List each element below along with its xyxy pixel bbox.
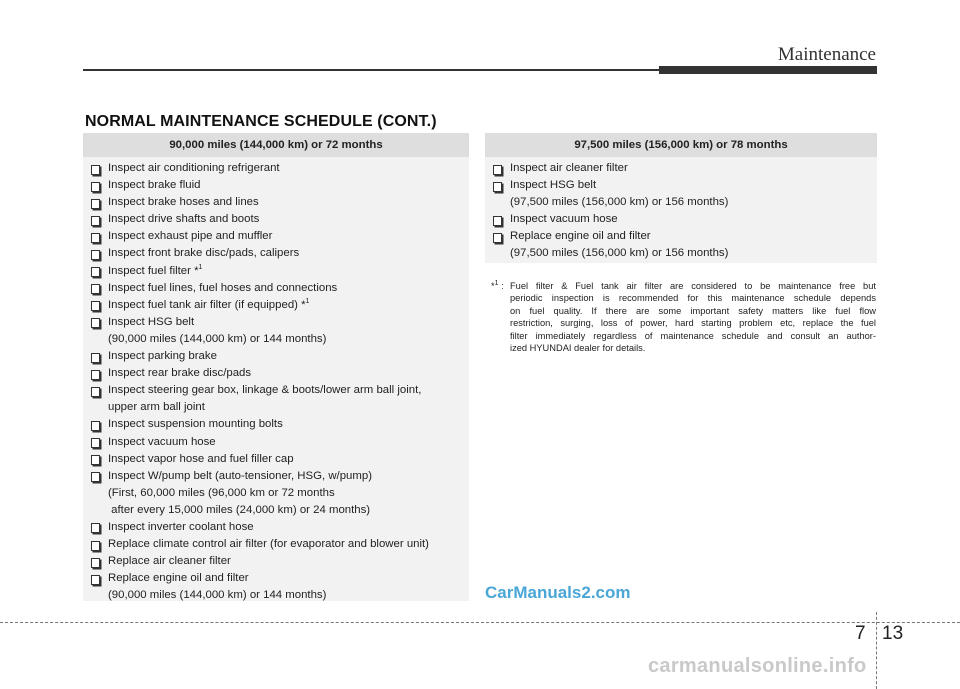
checklist-item — [83, 451, 469, 468]
checklist-item-detail: (90,000 miles (144,000 km) or 144 months) — [108, 589, 327, 602]
checklist — [485, 157, 877, 263]
checklist-item — [485, 228, 877, 245]
footnote-text — [491, 280, 876, 354]
checklist-item-detail: (97,500 miles (156,000 km) or 156 months) — [510, 196, 729, 209]
checklist-item — [83, 160, 469, 177]
checklist-item-text: Inspect vapor hose and fuel filler cap — [108, 452, 294, 465]
checklist-item-text: Replace air cleaner filter — [108, 555, 231, 568]
checklist-item-detail: (First, 60,000 miles (96,000 km or 72 months — [108, 486, 335, 499]
watermark-logo: CarManuals2.com — [485, 583, 631, 602]
checklist-item — [83, 245, 469, 262]
checklist-item-text: Replace engine oil and filter — [510, 230, 651, 243]
footnote-ref: 1 — [198, 263, 203, 271]
checklist-item — [83, 177, 469, 194]
footnote-line: filter immediately regardless of maintenance schedule and consult an author- — [510, 330, 876, 341]
checklist-item-detail: (97,500 miles (156,000 km) or 156 months) — [510, 247, 729, 260]
checklist-item — [83, 211, 469, 228]
checklist-item — [83, 519, 469, 536]
checklist-item — [83, 570, 469, 587]
schedule-panel-90000 — [83, 133, 469, 601]
checklist-item-text: Inspect air cleaner filter — [510, 162, 628, 174]
checklist-item — [485, 211, 877, 228]
footnote-line: on fuel quality. If there are some important safety matters like fuel flow — [510, 305, 876, 316]
checklist-item — [83, 553, 469, 570]
checklist-item-text: Inspect fuel filter * — [108, 264, 199, 277]
checklist-item-text: Inspect HSG belt — [510, 179, 597, 192]
header-rule — [83, 69, 659, 71]
checklist-item-text: Inspect suspension mounting bolts — [108, 418, 283, 431]
checklist-item — [83, 382, 469, 399]
checklist-item — [83, 263, 469, 280]
panel-heading: 90,000 miles (144,000 km) or 72 months — [83, 133, 469, 157]
footnote-ref: 1 — [305, 297, 310, 305]
footnote-line: restriction, surging, loss of power, hard starting problem etc, replace the fuel — [510, 318, 876, 329]
checklist-item-detail: upper arm ball joint — [108, 401, 205, 414]
footer-rule — [0, 622, 960, 623]
checklist-item — [83, 365, 469, 382]
checklist-item — [83, 314, 469, 331]
page-title: NORMAL MAINTENANCE SCHEDULE (CONT.) — [85, 113, 437, 130]
checklist-item-text: Inspect brake fluid — [108, 179, 201, 192]
footnote — [491, 280, 876, 354]
checklist-item-text: Inspect drive shafts and boots — [108, 213, 260, 226]
schedule-panel-97500 — [485, 133, 877, 263]
checklist-item-text: Inspect vacuum hose — [510, 213, 618, 226]
checklist-item-text: Replace engine oil and filter — [108, 572, 249, 585]
checklist-item — [485, 160, 877, 177]
checklist-item-text: Inspect air conditioning refrigerant — [108, 162, 280, 174]
page-number: 13 — [882, 623, 904, 644]
checklist-item-text: Inspect front brake disc/pads, calipers — [108, 247, 300, 260]
footnote-line: ized HYUNDAI dealer for details. — [510, 343, 646, 354]
section-name: Maintenance — [777, 44, 876, 65]
checklist-item — [83, 468, 469, 485]
checklist-item — [83, 297, 469, 314]
checklist-item-text: Inspect W/pump belt (auto-tensioner, HSG, w/pump) — [108, 469, 372, 482]
checklist-item-text: Replace climate control air filter (for evaporator and blower unit) — [108, 538, 429, 551]
checklist-item — [83, 194, 469, 211]
site-watermark: carmanualsonline.info — [648, 655, 867, 677]
checklist-item-text: Inspect rear brake disc/pads — [108, 367, 252, 380]
checklist-item — [83, 348, 469, 365]
checklist-item-text: Inspect parking brake — [108, 350, 217, 363]
checklist-item — [83, 280, 469, 297]
footnote-line: Fuel filter & Fuel tank air filter are considered to be maintenance free but — [510, 281, 876, 291]
checklist — [83, 157, 469, 604]
footer-divider — [876, 612, 877, 689]
checklist-item-text: Inspect vacuum hose — [108, 435, 216, 448]
checklist-item-text: Inspect inverter coolant hose — [108, 520, 254, 533]
checklist-item-text: Inspect brake hoses and lines — [108, 196, 259, 209]
checklist-item-text: Inspect fuel lines, fuel hoses and connections — [108, 281, 338, 294]
checklist-item — [83, 434, 469, 451]
checklist-item — [83, 536, 469, 553]
checklist-item — [83, 228, 469, 245]
page-chapter: 7 — [855, 623, 866, 644]
checklist-item-detail: after every 15,000 miles (24,000 km) or 24 months) — [108, 503, 371, 516]
checklist-item-text: Inspect fuel tank air filter (if equipped) * — [108, 298, 306, 311]
header-bar — [659, 66, 877, 74]
checklist-item-text: Inspect HSG belt — [108, 315, 195, 328]
checklist-item-text: Inspect steering gear box, linkage & boots/lower arm ball joint, — [108, 384, 422, 397]
checklist-item-detail: (90,000 miles (144,000 km) or 144 months) — [108, 332, 327, 345]
footnote-line: periodic inspection is recommended for this maintenance schedule depends — [510, 293, 876, 304]
footnote-marker: *$^1$ : — [491, 279, 504, 291]
checklist-item — [83, 416, 469, 433]
checklist-item-text: Inspect exhaust pipe and muffler — [108, 230, 273, 243]
panel-heading: 97,500 miles (156,000 km) or 78 months — [485, 133, 877, 157]
checklist-item — [485, 177, 877, 194]
